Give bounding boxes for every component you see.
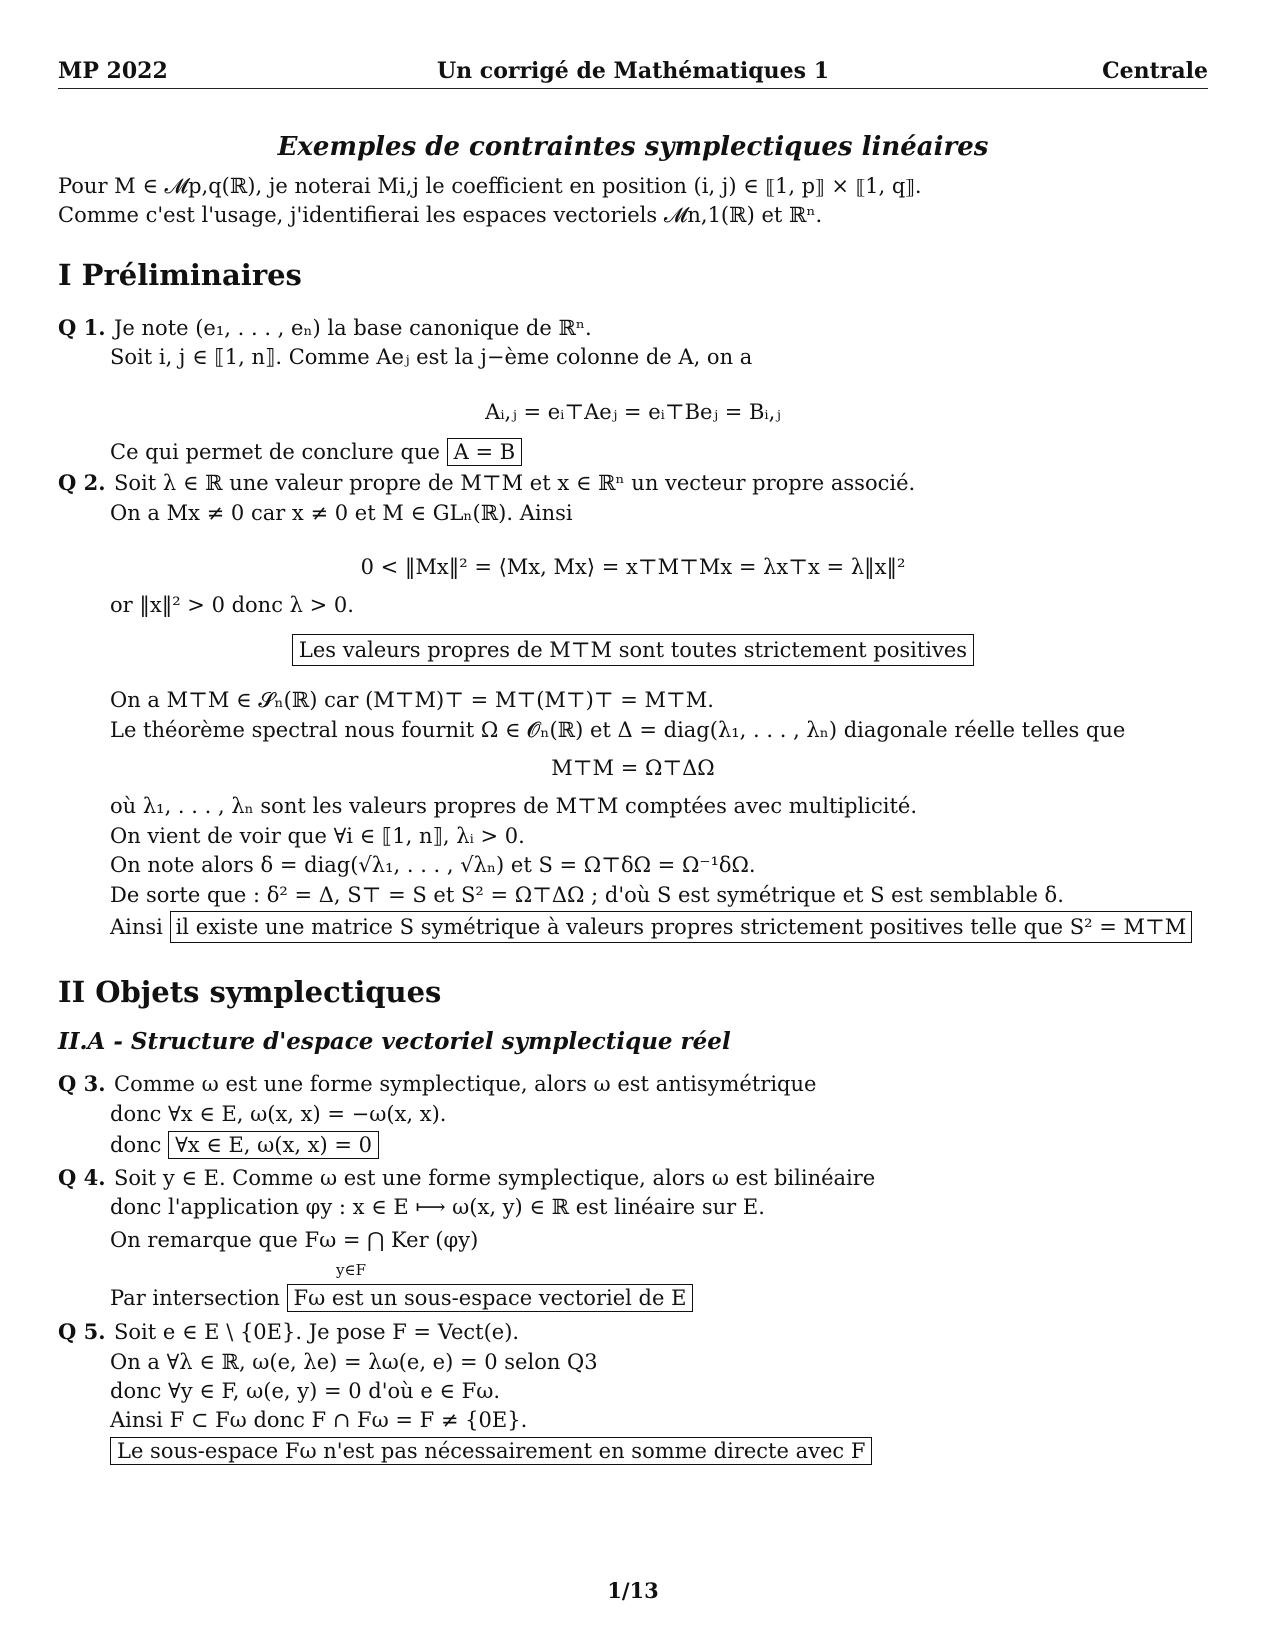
q2-line-4: On a M⊤M ∈ 𝓢ₙ(ℝ) car (M⊤M)⊤ = M⊤(M⊤)⊤ = M⊤M. bbox=[110, 688, 714, 712]
q1-conclusion bbox=[110, 438, 522, 466]
q2-line-2: On a Mx ≠ 0 car x ≠ 0 et M ∈ GLₙ(ℝ). Ainsi bbox=[110, 501, 573, 525]
q2-result-box-2: il existe une matrice S symétrique à valeurs propres strictement positives telle que S² = M⊤M bbox=[170, 911, 1193, 943]
q4-line-3: On remarque que Fω = ⋂ Ker (φy) bbox=[110, 1228, 479, 1252]
page-number: 1/13 bbox=[607, 1578, 659, 1603]
q5-result-wrap bbox=[110, 1437, 872, 1465]
q2-line-7: On vient de voir que ∀i ∈ ⟦1, n⟧, λᵢ > 0. bbox=[110, 824, 525, 848]
q3-line-1: Comme ω est une forme symplectique, alors ω est antisymétrique bbox=[114, 1072, 817, 1096]
q4-line-1: Soit y ∈ E. Comme ω est une forme symplectique, alors ω est bilinéaire bbox=[114, 1166, 876, 1190]
q1-conclusion-text: Ce qui permet de conclure que bbox=[110, 440, 440, 464]
q4-label: Q 4. bbox=[58, 1165, 106, 1190]
q1-label: Q 1. bbox=[58, 315, 106, 340]
q2-equation-1: 0 < ‖Mx‖² = ⟨Mx, Mx⟩ = x⊤M⊤Mx = λx⊤x = λ‖x‖² bbox=[360, 555, 906, 579]
q4-intersection-subscript: y∈F bbox=[336, 1261, 366, 1279]
q1-equation: Aᵢ,ⱼ = eᵢ⊤Aeⱼ = eᵢ⊤Beⱼ = Bᵢ,ⱼ bbox=[485, 400, 781, 424]
section-title-2: II Objets symplectiques bbox=[58, 975, 442, 1009]
q2-result-box-1-wrap bbox=[58, 636, 1208, 664]
q2-line-8: On note alors δ = diag(√λ₁, . . . , √λₙ) et S = Ω⊤δΩ = Ω⁻¹δΩ. bbox=[110, 853, 756, 877]
q4-line-4 bbox=[110, 1284, 693, 1312]
header-left: MP 2022 bbox=[58, 58, 168, 84]
header-center: Un corrigé de Mathématiques 1 bbox=[436, 58, 830, 84]
q1-line-1: Je note (e₁, . . . , eₙ) la base canonique de ℝⁿ. bbox=[114, 316, 592, 340]
q2-line-1: Soit λ ∈ ℝ une valeur propre de M⊤M et x ∈ ℝⁿ un vecteur propre associé. bbox=[114, 471, 916, 495]
q2-line-3: or ‖x‖² > 0 donc λ > 0. bbox=[110, 593, 354, 617]
document-title: Exemples de contraintes symplectiques linéaires bbox=[277, 132, 989, 162]
q2-equation-2: M⊤M = Ω⊤ΔΩ bbox=[551, 756, 715, 780]
subsection-title: II.A - Structure d'espace vectoriel symplectique réel bbox=[58, 1028, 731, 1055]
header-right: Centrale bbox=[1102, 58, 1208, 84]
intro-line-2: Comme c'est l'usage, j'identifierai les espaces vectoriels 𝓜n,1(ℝ) et ℝⁿ. bbox=[58, 203, 823, 227]
section-title-1: I Préliminaires bbox=[58, 258, 302, 292]
q5-line-1: Soit e ∈ E \ {0E}. Je pose F = Vect(e). bbox=[114, 1320, 520, 1344]
q4-par-intersection: Par intersection bbox=[110, 1286, 280, 1310]
document-page bbox=[58, 0, 1208, 1650]
q2-line-6: où λ₁, . . . , λₙ sont les valeurs propres de M⊤M comptées avec multiplicité. bbox=[110, 794, 918, 818]
q5-label: Q 5. bbox=[58, 1319, 106, 1344]
q5-line-2: On a ∀λ ∈ ℝ, ω(e, λe) = λω(e, e) = 0 selon Q3 bbox=[110, 1350, 598, 1374]
q5-result-box: Le sous-espace Fω n'est pas nécessairement en somme directe avec F bbox=[110, 1437, 872, 1465]
q4-line-2: donc l'application φy : x ∈ E ⟼ ω(x, y) ∈ ℝ est linéaire sur E. bbox=[110, 1195, 765, 1219]
q5-line-3: donc ∀y ∈ F, ω(e, y) = 0 d'où e ∈ Fω. bbox=[110, 1379, 501, 1403]
q2-ainsi: Ainsi bbox=[110, 915, 163, 939]
q2-line-5: Le théorème spectral nous fournit Ω ∈ 𝓞ₙ(ℝ) et Δ = diag(λ₁, . . . , λₙ) diagonale réelle telles que bbox=[110, 718, 1126, 742]
q2-line-10 bbox=[110, 913, 1192, 941]
q2-line-9: De sorte que : δ² = Δ, S⊤ = S et S² = Ω⊤ΔΩ ; d'où S est symétrique et S est semblable δ. bbox=[110, 883, 1064, 907]
q2-result-box-1: Les valeurs propres de M⊤M sont toutes strictement positives bbox=[292, 634, 974, 666]
q2-label: Q 2. bbox=[58, 470, 106, 495]
q4-result-box: Fω est un sous-espace vectoriel de E bbox=[287, 1284, 694, 1312]
intro-line-1: Pour M ∈ 𝓜p,q(ℝ), je noterai Mi,j le coefficient en position (i, j) ∈ ⟦1, p⟧ × ⟦1, q⟧. bbox=[58, 174, 922, 198]
q1-line-2: Soit i, j ∈ ⟦1, n⟧. Comme Aeⱼ est la j−ème colonne de A, on a bbox=[110, 345, 753, 369]
q1-result-box: A = B bbox=[447, 438, 523, 466]
q3-line-3 bbox=[110, 1131, 379, 1159]
q3-result-box: ∀x ∈ E, ω(x, x) = 0 bbox=[168, 1131, 379, 1159]
page-header bbox=[58, 58, 1208, 89]
q3-line-2: donc ∀x ∈ E, ω(x, x) = −ω(x, x). bbox=[110, 1102, 447, 1126]
q3-donc: donc bbox=[110, 1133, 162, 1157]
q3-label: Q 3. bbox=[58, 1071, 106, 1096]
q5-line-4: Ainsi F ⊂ Fω donc F ∩ Fω = F ≠ {0E}. bbox=[110, 1408, 528, 1432]
